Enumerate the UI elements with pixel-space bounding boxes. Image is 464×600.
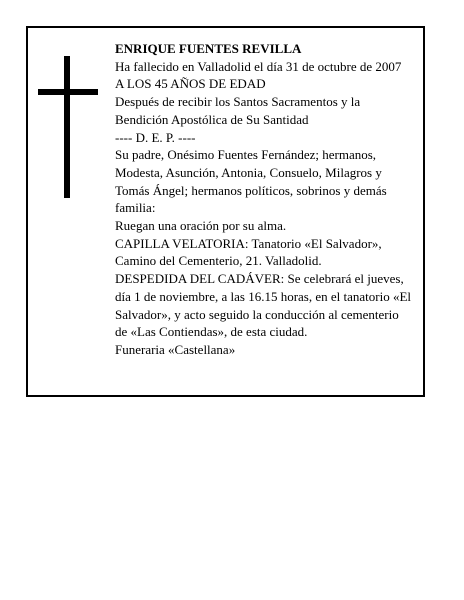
farewell-line: de «Las Contiendas», de esta ciudad. — [115, 324, 308, 340]
family-line: Modesta, Asunción, Antonia, Consuelo, Milagros y — [115, 164, 382, 180]
farewell-line: Salvador», y acto seguido la conducción al cementerio — [115, 306, 399, 322]
obituary-text — [115, 40, 425, 359]
wake-address-line: Camino del Cementerio, 21. Valladolid. — [115, 253, 322, 269]
age-line: A LOS 45 AÑOS DE EDAD — [115, 76, 266, 92]
wake-chapel-line: CAPILLA VELATORIA: Tanatorio «El Salvador», — [115, 235, 382, 251]
death-date-line: Ha fallecido en Valladolid el día 31 de octubre de 2007 — [115, 58, 402, 74]
obituary-notice — [26, 26, 425, 397]
cross-horizontal-bar — [38, 89, 98, 95]
rip-line: ---- D. E. P. ---- — [115, 129, 196, 145]
family-line: Tomás Ángel; hermanos políticos, sobrinos y demás — [115, 182, 387, 198]
funeral-home-line: Funeraria «Castellana» — [115, 341, 236, 357]
cross-vertical-bar — [64, 56, 70, 198]
cross-icon — [38, 56, 98, 198]
prayer-request-line: Ruegan una oración por su alma. — [115, 218, 287, 234]
family-line: Su padre, Onésimo Fuentes Fernández; hermanos, — [115, 147, 377, 163]
blessing-line: Bendición Apostólica de Su Santidad — [115, 111, 309, 127]
deceased-name: ENRIQUE FUENTES REVILLA — [115, 41, 302, 56]
sacraments-line: Después de recibir los Santos Sacramentos y la — [115, 94, 361, 110]
farewell-line: día 1 de noviembre, a las 16.15 horas, en el tanatorio «El — [115, 288, 412, 304]
farewell-line: DESPEDIDA DEL CADÁVER: Se celebrará el jueves, — [115, 271, 404, 287]
family-line: familia: — [115, 200, 156, 216]
